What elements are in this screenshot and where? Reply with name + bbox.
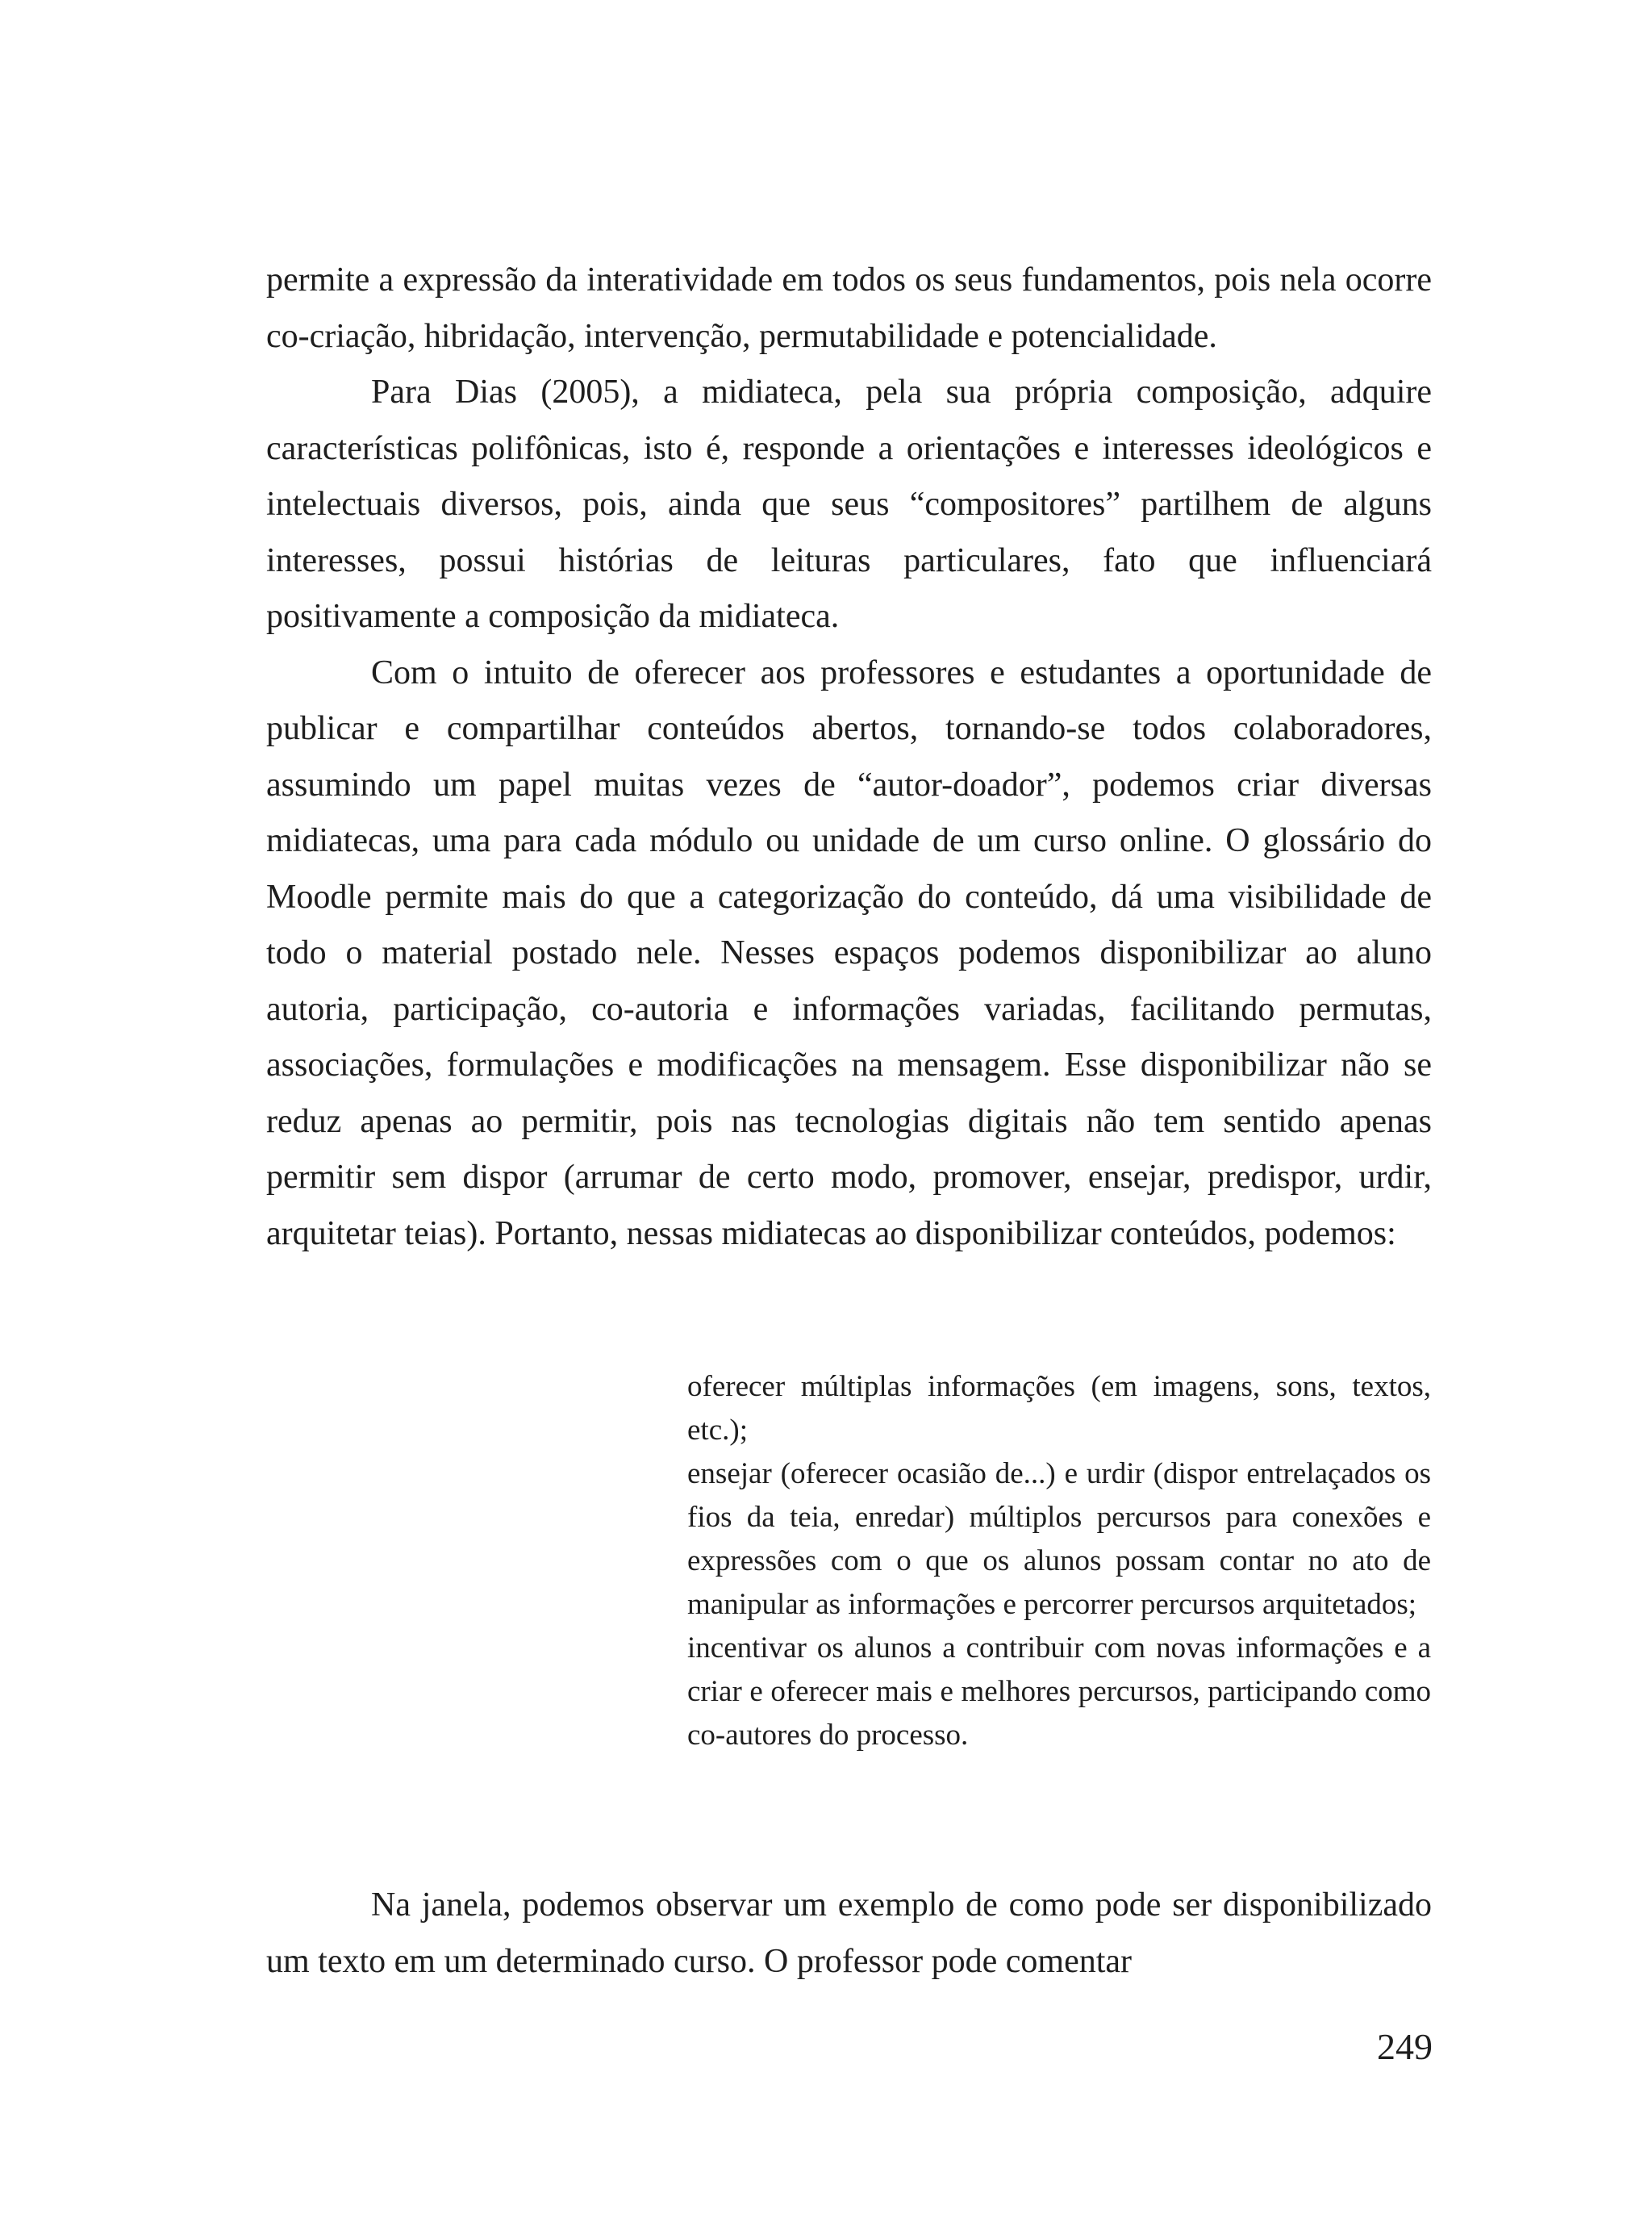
page-number: 249 [1377,2026,1433,2067]
block-quote [687,1365,1431,1757]
paragraph-3: Com o intuito de oferecer aos professores e estudantes a oportunidade de publicar e compartilhar conteúdos abertos, tornando-se todos colaboradores, assumindo um papel muitas vezes de “autor-doador”, podemos criar diversas midiatecas, uma para cada módulo ou unidade de um curso online. O glossário do Moodle permite mais do que a categorização do conteúdo, dá uma visibilidade de todo o material postado nele. Nesses espaços podemos disponibilizar ao aluno autoria, participação, co-autoria e informações variadas, facilitando permutas, associações, formulações e modificações na mensagem. Esse disponibilizar não se reduz apenas ao permitir, pois nas tecnologias digitais não tem sentido apenas permitir sem dispor (arrumar de certo modo, promover, ensejar, predispor, urdir, arquitetar teias). Portanto, nessas midiatecas ao disponibilizar conteúdos, podemos: [266,654,1432,1252]
quote-item-3: incentivar os alunos a contribuir com novas informações e a criar e oferecer mais e melhores percursos, participando como co-autores do processo. [687,1631,1431,1752]
body-text-top [266,253,1432,1262]
quote-item-2: ensejar (oferecer ocasião de...) e urdir (dispor entrelaçados os fios da teia, enredar) múltiplos percursos para conexões e expressões com o que os alunos possam contar no ato de manipular as informações e percorrer percursos arquitetados; [687,1457,1431,1621]
paragraph-4: Na janela, podemos observar um exemplo de como pode ser disponibilizado um texto em um determinado curso. O professor pode comentar [266,1886,1432,1980]
paragraph-2: Para Dias (2005), a midiateca, pela sua própria composição, adquire características polifônicas, isto é, responde a orientações e interesses ideológicos e intelectuais diversos, pois, ainda que seus “compositores” partilhem de alguns interesses, possui histórias de leituras particulares, fato que influenciará positivamente a composição da midiateca. [266,374,1432,635]
quote-item-1: oferecer múltiplas informações (em imagens, sons, textos, etc.); [687,1370,1431,1447]
paragraph-1: permite a expressão da interatividade em todos os seus fundamentos, pois nela ocorre co-criação, hibridação, intervenção, permutabilidade e potencialidade. [266,261,1432,355]
body-text-bottom [266,1878,1432,1990]
